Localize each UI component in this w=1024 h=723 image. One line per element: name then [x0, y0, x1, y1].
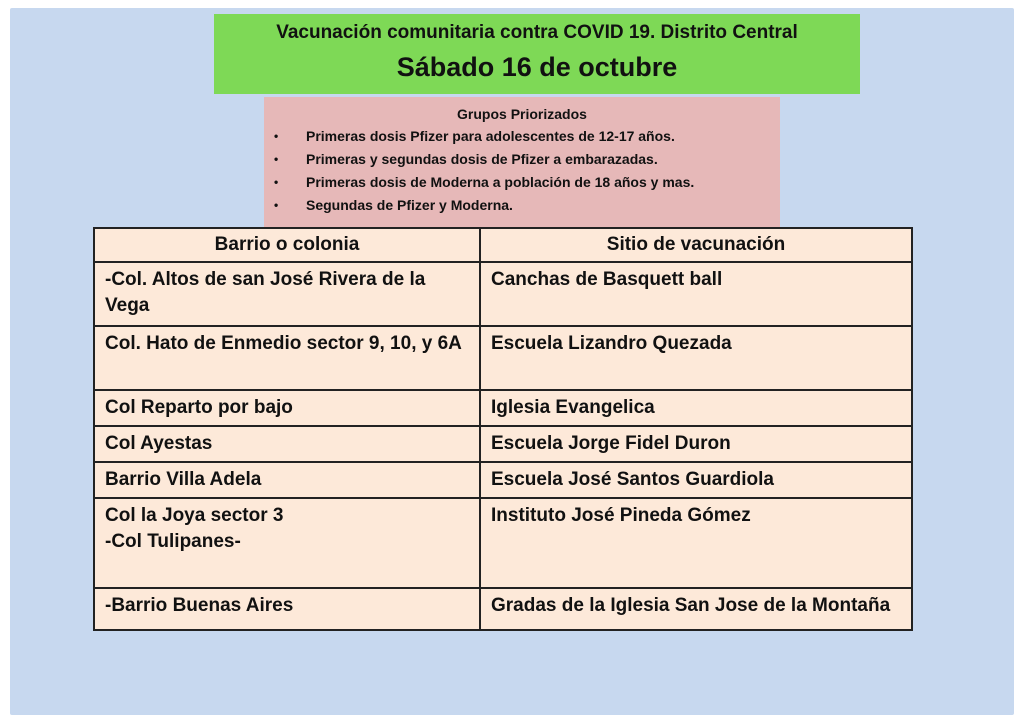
table-header-row	[94, 228, 912, 262]
table-row	[94, 462, 912, 498]
campaign-title: Vacunación comunitaria contra COVID 19. Distrito Central	[276, 22, 798, 43]
sitio-cell: Escuela Lizandro Quezada	[480, 326, 912, 390]
list-item: • Segundas de Pfizer y Moderna.	[274, 197, 513, 213]
sitio-cell: Canchas de Basquett ball	[480, 262, 912, 326]
barrio-line: -Col Tulipanes-	[105, 531, 241, 552]
sitio-cell: Escuela José Santos Guardiola	[480, 462, 912, 498]
priority-groups-title: Grupos Priorizados	[457, 106, 587, 122]
barrio-cell	[94, 498, 480, 588]
sitio-cell: Escuela Jorge Fidel Duron	[480, 426, 912, 462]
barrio-cell: Col Reparto por bajo	[94, 390, 480, 426]
bullet-icon: •	[274, 175, 279, 189]
barrio-cell: -Col. Altos de san José Rivera de la Vega	[94, 262, 480, 326]
sitio-cell: Gradas de la Iglesia San Jose de la Montaña	[480, 588, 912, 630]
table-row	[94, 426, 912, 462]
sitio-cell: Iglesia Evangelica	[480, 390, 912, 426]
bullet-icon: •	[274, 152, 279, 166]
list-item: • Primeras dosis de Moderna a población de 18 años y mas.	[274, 174, 695, 190]
table-row	[94, 498, 912, 588]
poster-background	[10, 8, 1014, 715]
vaccination-sites-table	[93, 227, 913, 631]
sitio-cell: Instituto José Pineda Gómez	[480, 498, 912, 588]
title-banner	[214, 14, 860, 94]
barrio-cell: Col. Hato de Enmedio sector 9, 10, y 6A	[94, 326, 480, 390]
priority-groups-list	[264, 128, 780, 213]
event-date: Sábado 16 de octubre	[396, 52, 678, 82]
bullet-icon: •	[274, 198, 279, 212]
list-item: • Primeras y segundas dosis de Pfizer a embarazadas.	[274, 151, 658, 167]
column-header-barrio: Barrio o colonia	[94, 228, 480, 262]
barrio-cell: Col Ayestas	[94, 426, 480, 462]
column-header-sitio: Sitio de vacunación	[480, 228, 912, 262]
table-row	[94, 262, 912, 326]
table-row	[94, 588, 912, 630]
table-row	[94, 326, 912, 390]
list-item: • Primeras dosis Pfizer para adolescentes de 12-17 años.	[274, 128, 675, 144]
barrio-cell: Barrio Villa Adela	[94, 462, 480, 498]
barrio-cell: -Barrio Buenas Aires	[94, 588, 480, 630]
table-row	[94, 390, 912, 426]
priority-groups-box	[264, 97, 780, 228]
barrio-line: Col la Joya sector 3	[105, 505, 284, 526]
bullet-icon: •	[274, 129, 279, 143]
